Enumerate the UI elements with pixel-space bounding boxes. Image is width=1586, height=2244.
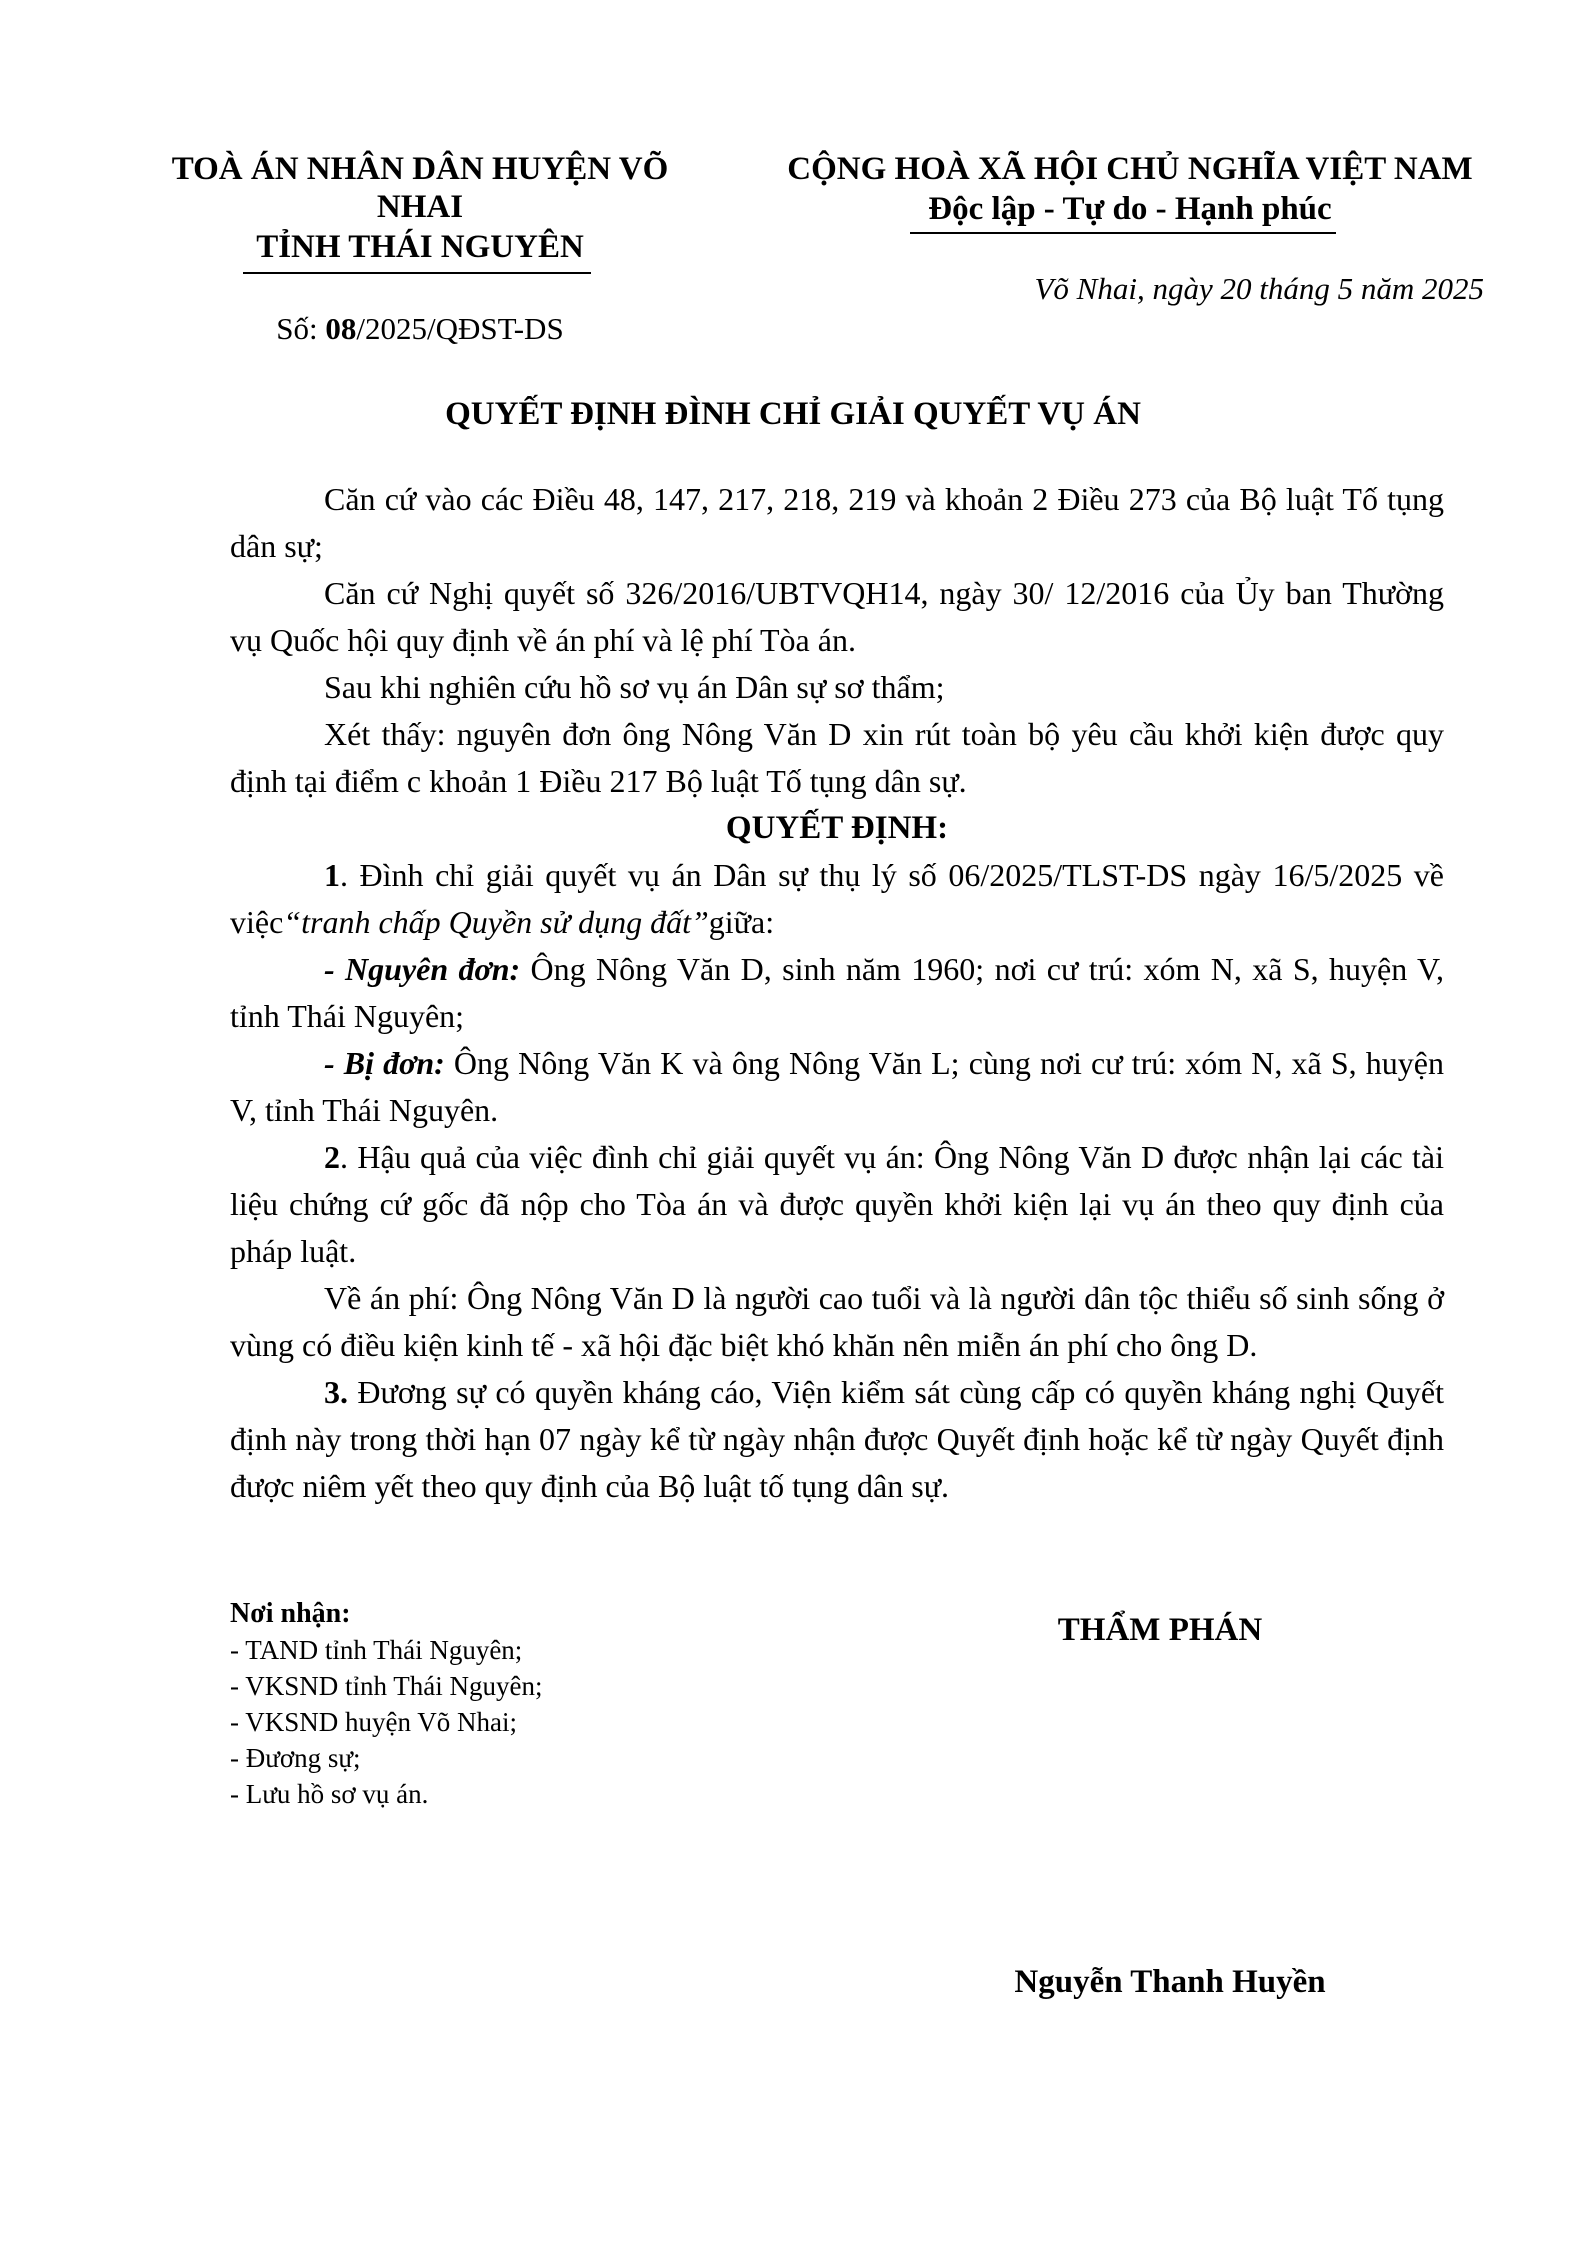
decision-item-3 bbox=[230, 1369, 1444, 1510]
decision-number-value: 08 bbox=[325, 311, 357, 346]
signature-name: Nguyễn Thanh Huyền bbox=[1014, 1964, 1326, 2000]
national-motto: Độc lập - Tự do - Hạnh phúc bbox=[928, 191, 1332, 227]
legal-basis-2: Căn cứ Nghị quyết số 326/2016/UBTVQH14, ngày 30/ 12/2016 của Ủy ban Thường vụ Quốc hội quy định về án phí và lệ phí Tòa án. bbox=[230, 575, 1444, 658]
plaintiff-paragraph bbox=[230, 946, 1444, 1040]
item-3-text: Đương sự có quyền kháng cáo, Viện kiểm sát cùng cấp có quyền kháng nghị Quyết định này trong thời hạn 07 ngày kể từ ngày nhận được Quyết định hoặc kể từ ngày Quyết định được niêm yết theo quy định của Bộ luật tố tụng dân sự. bbox=[230, 1374, 1444, 1504]
legal-basis-1: Căn cứ vào các Điều 48, 147, 217, 218, 219 và khoản 2 Điều 273 của Bộ luật Tố tụng dân sự; bbox=[230, 481, 1444, 564]
header-left-divider bbox=[243, 272, 591, 274]
decision-heading: QUYẾT ĐỊNH: bbox=[725, 810, 949, 846]
signature-role: THẨM PHÁN bbox=[1057, 1612, 1263, 1648]
defendant-paragraph bbox=[230, 1040, 1444, 1134]
recipient-item: - VKSND huyện Võ Nhai; bbox=[230, 1707, 517, 1737]
decision-item-2 bbox=[230, 1134, 1444, 1275]
item-3-number: 3. bbox=[324, 1374, 348, 1410]
item-1-number: 1 bbox=[324, 857, 340, 893]
recipient-item: - VKSND tỉnh Thái Nguyên; bbox=[230, 1671, 543, 1701]
recipient-item: - TAND tỉnh Thái Nguyên; bbox=[230, 1635, 523, 1665]
recipients-title: Nơi nhận: bbox=[230, 1598, 351, 1629]
item-1-dispute: “tranh chấp Quyền sử dụng đất” bbox=[283, 904, 709, 940]
item-2-number: 2 bbox=[324, 1139, 340, 1175]
court-province: TỈNH THÁI NGUYÊN bbox=[256, 229, 584, 265]
item-1-text-b: giữa: bbox=[708, 904, 775, 940]
decision-number bbox=[140, 310, 700, 348]
header-right-divider bbox=[910, 232, 1336, 234]
defendant-label: - Bị đơn: bbox=[324, 1045, 445, 1081]
review-statement: Sau khi nghiên cứu hồ sơ vụ án Dân sự sơ thẩm; bbox=[324, 669, 945, 705]
court-fee-paragraph: Về án phí: Ông Nông Văn D là người cao tuổi và là người dân tộc thiểu số sinh sống ở vùng có điều kiện kinh tế - xã hội đặc biệt khó khăn nên miễn án phí cho ông D. bbox=[230, 1280, 1444, 1363]
item-2-text: . Hậu quả của việc đình chỉ giải quyết vụ án: Ông Nông Văn D được nhận lại các tài liệu chứng cứ gốc đã nộp cho Tòa án và được quyền khởi kiện lại vụ án theo quy định của pháp luật. bbox=[230, 1139, 1444, 1269]
plaintiff-text: Ông Nông Văn D, sinh năm 1960; nơi cư trú: xóm N, xã S, huyện V, tỉnh Thái Nguyên; bbox=[230, 951, 1445, 1034]
document-body bbox=[230, 476, 1444, 1510]
document-title: QUYẾT ĐỊNH ĐÌNH CHỈ GIẢI QUYẾT VỤ ÁN bbox=[445, 396, 1141, 432]
recipient-item: - Lưu hồ sơ vụ án. bbox=[230, 1779, 429, 1809]
decision-number-prefix: Số: bbox=[276, 311, 326, 346]
decision-item-1 bbox=[230, 852, 1444, 946]
place-date: Võ Nhai, ngày 20 tháng 5 năm 2025 bbox=[1034, 271, 1484, 306]
court-name: TOÀ ÁN NHÂN DÂN HUYỆN VÕ NHAI bbox=[171, 151, 669, 225]
plaintiff-label: - Nguyên đơn: bbox=[324, 951, 521, 987]
recipient-item: - Đương sự; bbox=[230, 1743, 361, 1773]
defendant-text: Ông Nông Văn K và ông Nông Văn L; cùng nơi cư trú: xóm N, xã S, huyện V, tỉnh Thái Nguyên. bbox=[230, 1045, 1445, 1128]
item-1-text-a: . Đình chỉ giải quyết vụ án Dân sự thụ lý số 06/2025/TLST-DS ngày 16/5/2025 về việc bbox=[230, 857, 1444, 940]
national-title: CỘNG HOÀ XÃ HỘI CHỦ NGHĨA VIỆT NAM bbox=[787, 151, 1473, 187]
decision-number-suffix: /2025/QĐST-DS bbox=[356, 311, 564, 346]
consideration-statement: Xét thấy: nguyên đơn ông Nông Văn D xin rút toàn bộ yêu cầu khởi kiện được quy định tại điểm c khoản 1 Điều 217 Bộ luật Tố tụng dân sự. bbox=[230, 716, 1444, 799]
recipients-block bbox=[230, 1596, 790, 1812]
